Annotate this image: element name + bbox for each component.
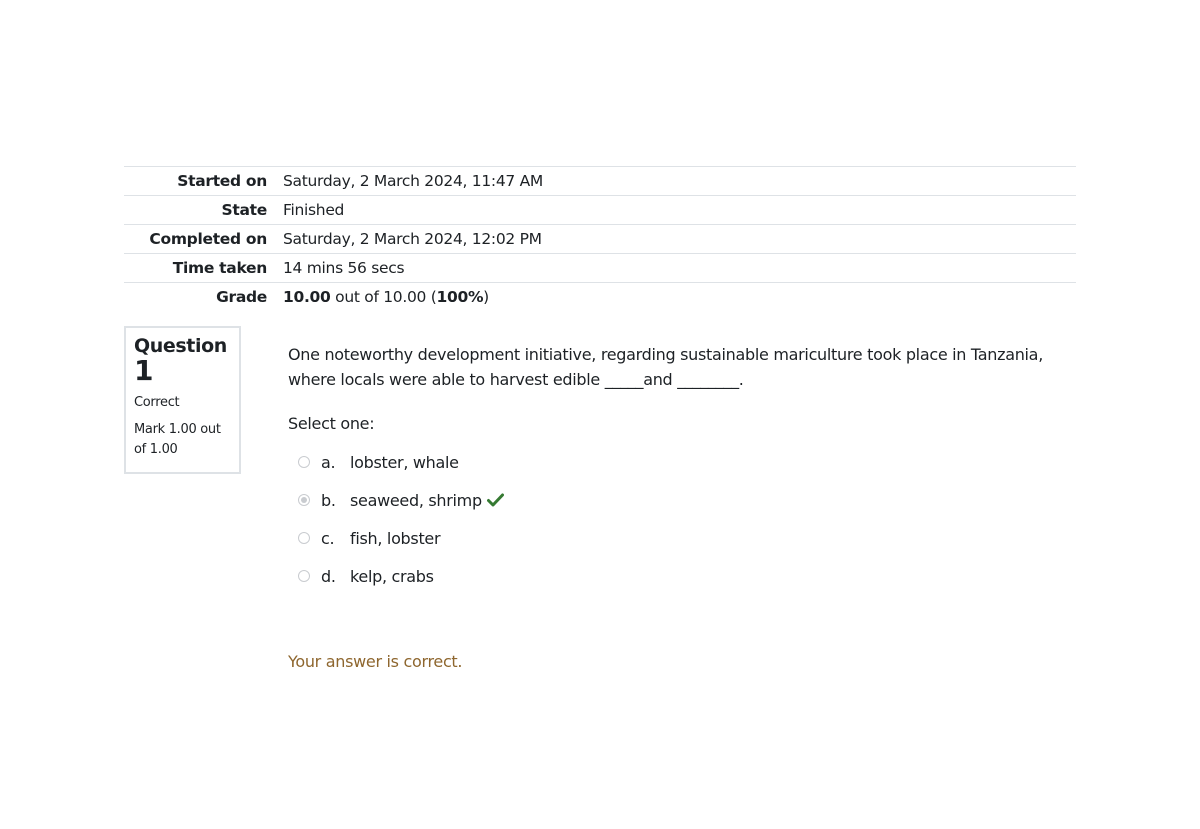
option-text: fish, lobster <box>350 528 441 548</box>
select-one-prompt: Select one: <box>288 414 375 433</box>
radio-button-c[interactable] <box>298 532 310 544</box>
answer-option-d[interactable] <box>298 563 504 589</box>
option-text: seaweed, shrimp <box>350 490 482 510</box>
option-letter: b. <box>321 490 336 510</box>
time-taken-label: Time taken <box>172 259 267 277</box>
question-state: Correct <box>134 395 180 410</box>
question-title: Question <box>134 335 227 357</box>
answer-option-b[interactable] <box>298 487 504 513</box>
summary-row-time <box>124 254 1076 283</box>
started-on-label: Started on <box>177 172 267 190</box>
summary-row-completed <box>124 225 1076 254</box>
answer-feedback: Your answer is correct. <box>288 652 463 671</box>
completed-on-value: Saturday, 2 March 2024, 12:02 PM <box>283 230 542 248</box>
summary-row-grade <box>124 283 1076 311</box>
question-info-box <box>124 326 241 474</box>
state-label: State <box>221 201 267 219</box>
grade-label: Grade <box>216 288 267 306</box>
summary-row-state <box>124 196 1076 225</box>
question-text-line-1: One noteworthy development initiative, regarding sustainable mariculture took place in Tanzania, <box>288 345 1043 364</box>
radio-button-a[interactable] <box>298 456 310 468</box>
answer-option-c[interactable] <box>298 525 504 551</box>
radio-button-d[interactable] <box>298 570 310 582</box>
attempt-summary-table <box>124 166 1076 311</box>
summary-row-started <box>124 167 1076 196</box>
time-taken-value: 14 mins 56 secs <box>283 259 405 277</box>
grade-value <box>283 288 489 306</box>
grade-percent: 100% <box>436 288 484 306</box>
question-mark: Mark 1.00 out of 1.00 <box>134 422 221 457</box>
state-value: Finished <box>283 201 345 219</box>
option-letter: d. <box>321 566 336 586</box>
question-text <box>288 342 1068 392</box>
question-number: 1 <box>134 354 154 387</box>
question-text-line-2: where locals were able to harvest edible _____and ________. <box>288 370 744 389</box>
completed-on-label: Completed on <box>149 230 267 248</box>
started-on-value: Saturday, 2 March 2024, 11:47 AM <box>283 172 543 190</box>
grade-score: 10.00 <box>283 288 331 306</box>
option-text: lobster, whale <box>350 452 459 472</box>
radio-button-b[interactable] <box>298 494 310 506</box>
option-text: kelp, crabs <box>350 566 434 586</box>
answer-options <box>298 449 504 601</box>
correct-check-icon <box>487 493 504 507</box>
grade-out-of: out of 10.00 ( <box>330 288 437 306</box>
option-letter: c. <box>321 528 335 548</box>
grade-close-paren: ) <box>483 288 489 306</box>
answer-option-a[interactable] <box>298 449 504 475</box>
option-letter: a. <box>321 452 336 472</box>
